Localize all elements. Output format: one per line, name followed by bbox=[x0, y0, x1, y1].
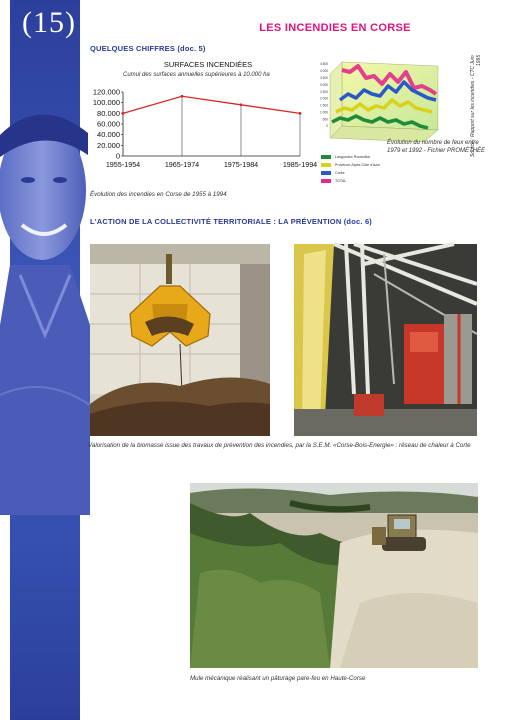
y-tick-label: 4 000 bbox=[320, 69, 328, 74]
chart1-caption: Évolution des incendies en Corse de 1955 à 1994 bbox=[90, 191, 227, 198]
x-tick-label: 1955-1954 bbox=[105, 160, 141, 169]
y-tick-label: 500 bbox=[322, 117, 328, 122]
data-point bbox=[122, 112, 125, 115]
biomass-grab-photo bbox=[90, 244, 270, 436]
section-heading-prevention: L'ACTION DE LA COLLECTIVITÉ TERRITORIALE : LA PRÉVENTION (doc. 6) bbox=[90, 217, 373, 226]
y-tick-label: 80.000 bbox=[97, 108, 120, 118]
x-tick-label: 1965-1974 bbox=[164, 160, 200, 169]
y-tick-label: 40.000 bbox=[97, 130, 120, 140]
y-tick-label: 1 500 bbox=[320, 103, 328, 108]
chart-subtitle: Cumul des surfaces annuelles supérieures à 10.000 ha bbox=[123, 72, 270, 78]
legend-label: TOTAL bbox=[335, 179, 347, 183]
legend-item bbox=[321, 161, 380, 169]
side-band bbox=[10, 0, 80, 720]
legend-label: Corse bbox=[335, 171, 345, 175]
y-tick-label: 4 500 bbox=[320, 62, 328, 67]
y-tick-label: 120.000 bbox=[92, 87, 120, 97]
y-tick-label: 100.000 bbox=[92, 98, 120, 108]
y-tick-label: 3 500 bbox=[320, 75, 328, 80]
source-note: Source : Rapport sur les incendies - CTC Juin 1995 bbox=[470, 55, 482, 157]
y-tick-label: 2 500 bbox=[320, 89, 328, 94]
fires-chart-legend bbox=[321, 153, 380, 185]
legend-label: Languedoc Roussillon bbox=[335, 155, 371, 159]
y-tick-label: 1 000 bbox=[320, 110, 328, 115]
legend-label: Provence-Alpes-Côte d'Azur bbox=[335, 163, 381, 167]
data-point bbox=[299, 112, 302, 115]
legend-item bbox=[321, 153, 380, 161]
legend-swatch bbox=[321, 179, 331, 183]
y-tick-label: 3 000 bbox=[320, 82, 328, 87]
chart-title: SURFACES INCENDIÉES bbox=[163, 60, 253, 69]
portrait-photo bbox=[0, 95, 90, 515]
mechanical-mule-photo bbox=[190, 483, 478, 668]
legend-item bbox=[321, 169, 380, 177]
boiler-room-photo bbox=[294, 244, 477, 436]
y-tick-label: 20.000 bbox=[97, 140, 120, 150]
x-tick-label: 1985-1994 bbox=[282, 160, 318, 169]
chart2-caption: Évolution du nombre de feux entre 1979 et 1992 - Fichier PROMÉTHÉE bbox=[387, 140, 486, 154]
mule-photo-caption: Mule mécanique réalisant un pâturage pare-feu en Haute-Corse bbox=[190, 675, 366, 682]
y-tick-label: 0 bbox=[115, 151, 120, 161]
section-heading-figures: QUELQUES CHIFFRES (doc. 5) bbox=[90, 44, 206, 53]
x-tick-label: 1975-1984 bbox=[223, 160, 259, 169]
series-line bbox=[123, 96, 300, 113]
page-title: LES INCENDIES EN CORSE bbox=[259, 22, 411, 34]
photos-caption: Valorisation de la biomasse issue des travaux de prévention des incendies, par la S.E.M. «Corse-Bois-Energie» : réseau de chaleur à Corte bbox=[88, 442, 471, 449]
data-point bbox=[240, 103, 243, 106]
y-tick-label: 60.000 bbox=[97, 119, 120, 129]
y-tick-label: 2 000 bbox=[320, 96, 328, 101]
data-point bbox=[181, 95, 184, 98]
y-tick-label: 0 bbox=[326, 124, 328, 129]
legend-swatch bbox=[321, 171, 331, 175]
legend-swatch bbox=[321, 155, 331, 159]
legend-swatch bbox=[321, 163, 331, 167]
legend-item bbox=[321, 177, 380, 185]
burned-area-chart bbox=[88, 58, 318, 176]
page-number: (15) bbox=[22, 6, 76, 39]
